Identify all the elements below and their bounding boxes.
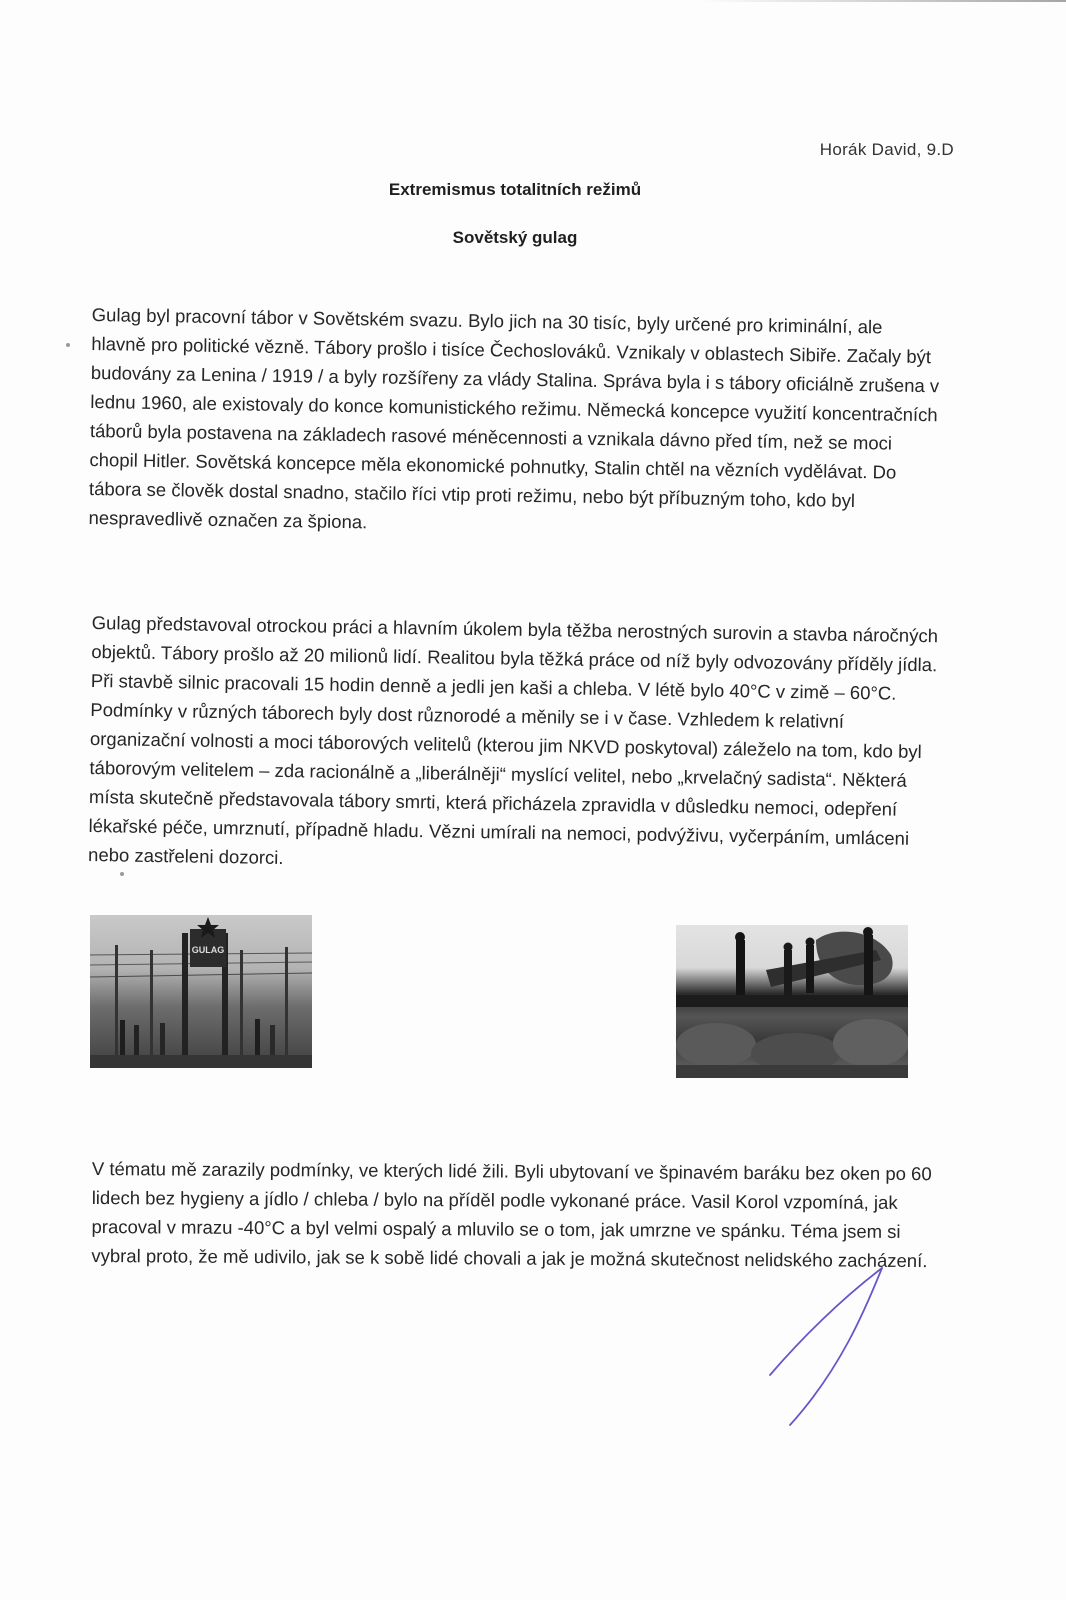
document-subtitle: Sovětský gulag — [452, 228, 578, 247]
paragraph-intro: Gulag byl pracovní tábor v Sovětském svazu. Bylo jich na 30 tisíc, byly určené pro kriminální, ale hlavně pro politické vězně. Tábory prošlo i tisíce Čechoslováků. Vznikaly v oblastech Sibiře. Začaly být budovány za Lenina / 1919 / a byly rozšířeny za vlády Stalina. Správa byla i s tábory oficiálně zrušena v lednu 1960, ale existovaly do konce komunistického režimu. Německá koncepce využití koncentračních táborů byla postavena na základech rasové méněcennosti a vznikala dávno před tím, než se moci chopil Hitler. Sovětská koncepce měla ekonomické pohnutky, Stalin chtěl na vězních vydělávat. Do tábora se člověk dostal snadno, stačilo říci vtip proti režimu, nebo být příbuzným toho, kdo byl nespravedlivě označen za špiona. — [88, 303, 940, 533]
grade-mark — [760, 1260, 900, 1435]
scan-edge — [700, 0, 1066, 2]
paragraph-conditions: Gulag představoval otrockou práci a hlavním úkolem byla těžba nerostných surovin a stavba náročných objektů. Tábory prošlo až 20 milionů lidí. Realitou byla těžká práce od níž byly odvozovány příděly jídla. Při stavbě silnic pracovali 15 hodin denně a jedli jen kaši a chleba. V létě bylo 40°C v zimě – 60°C. Podmínky v různých táborech byly dost různorodé a měnily se i v čase. Vzhledem k relativní organizační volnosti a moci táborových velitelů (kterou jim NKVD poskytoval) záleželo na tom, kdo byl táborovým velitelem – zda racionálně a „liberálněji“ myslící velitel, nebo „krvelačný sadista“. Některá místa skutečně představovala tábory smrti, která přicházela zpravidla v důsledku nemoci, odepření lékařské péče, umrznutí, případně hladu. Vězni umírali na nemoci, podvýživu, vyčerpáním, umláceni nebo zastřeleni dozorci. — [87, 611, 939, 869]
scan-speck — [66, 343, 70, 347]
author-line: Horák David, 9.D — [819, 140, 954, 159]
gulag-sign-text: GULAG — [191, 945, 225, 955]
prisoners-labor-photo — [676, 925, 908, 1078]
scan-speck — [120, 872, 124, 876]
document-title: Extremismus totalitních režimů — [388, 180, 642, 199]
gulag-gate-photo — [90, 915, 312, 1068]
paragraph-reflection: V tématu mě zarazily podmínky, ve kterých lidé žili. Byli ubytovaní ve špinavém baráku bez oken po 60 lidech bez hygieny a jídlo / chleba / bylo na příděl podle vykonané práce. Vasil Korol vzpomíná, jak pracoval v mrazu -40°C a byl velmi ospalý a mluvilo se o tom, jak umrzne ve spánku. Téma jsem si vybral proto, že mě udivilo, jak se k sobě lidé chovali a jak je možná skutečnost nelidského zacházení. — [91, 1157, 932, 1272]
